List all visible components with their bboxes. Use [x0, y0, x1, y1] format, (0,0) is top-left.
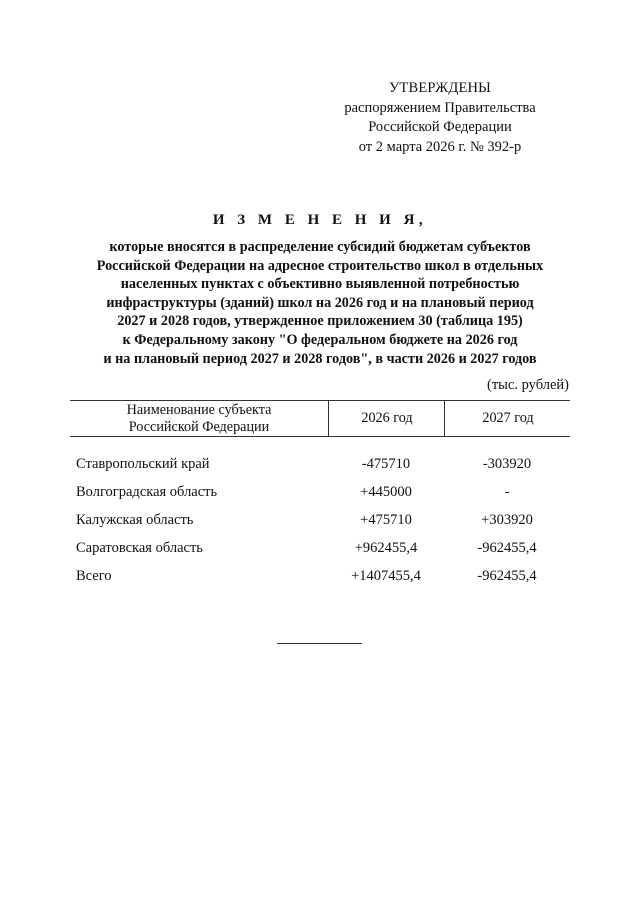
approval-line-3: от 2 марта 2026 г. № 392-р	[358, 138, 522, 155]
approval-line-2: Российской Федерации	[368, 119, 512, 135]
document-title: И З М Е Н Е Н И Я,	[212, 212, 428, 228]
row-2027-value: -962455,4	[477, 540, 537, 556]
approval-block	[340, 79, 540, 157]
table-row-total	[70, 566, 570, 586]
subtitle-line: которые вносятся в распределение субсидий бюджетам субъектов	[109, 239, 531, 255]
table-row	[70, 538, 570, 558]
row-2027-value: -303920	[482, 456, 532, 472]
row-2026-value: +445000	[360, 484, 412, 500]
header-subject-line-2: Российской Федерации	[128, 418, 270, 435]
subtitle-line: инфраструктуры (зданий) школ на 2026 год и на плановый период	[106, 294, 534, 311]
row-subject: Ставропольский край	[76, 456, 210, 472]
approval-heading: УТВЕРЖДЕНЫ	[388, 80, 492, 96]
row-2026-value: +475710	[360, 512, 412, 528]
header-subject-name	[70, 401, 328, 436]
subtitle-line: и на плановый период 2027 и 2028 годов", в части 2026 и 2027 годов	[103, 350, 537, 367]
row-subject: Всего	[76, 568, 112, 584]
end-divider	[277, 643, 362, 644]
subtitle-line: Российской Федерации на адресное строительство школ в отдельных	[96, 257, 544, 274]
table-header	[70, 400, 570, 437]
row-2027-value: +303920	[481, 512, 533, 528]
row-subject: Волгоградская область	[76, 484, 218, 500]
table-row	[70, 454, 570, 474]
row-2026-value: +1407455,4	[351, 568, 421, 584]
table-row	[70, 482, 570, 502]
subtitle-line: 2027 и 2028 годов, утвержденное приложением 30 (таблица 195)	[117, 313, 523, 330]
subtitle-line: населенных пунктах с объективно выявленной потребностью	[120, 276, 520, 293]
units-label: (тыс. рублей)	[487, 377, 569, 393]
row-2027-value: -	[504, 484, 510, 500]
row-2026-value: -475710	[361, 456, 411, 472]
row-2027-value: -962455,4	[477, 568, 537, 584]
approval-line-1: распоряжением Правительства	[344, 99, 536, 116]
header-2027: 2027 год	[444, 401, 571, 436]
document-subtitle	[70, 238, 570, 368]
header-subject-line-1: Наименование субъекта	[126, 401, 272, 418]
row-subject: Калужская область	[76, 512, 194, 528]
subsidy-table	[70, 400, 570, 584]
table-row	[70, 510, 570, 530]
row-2026-value: +962455,4	[354, 540, 418, 556]
subtitle-line: к Федеральному закону "О федеральном бюджете на 2026 год	[122, 331, 518, 348]
row-subject: Саратовская область	[76, 540, 203, 556]
header-2026: 2026 год	[328, 401, 445, 436]
